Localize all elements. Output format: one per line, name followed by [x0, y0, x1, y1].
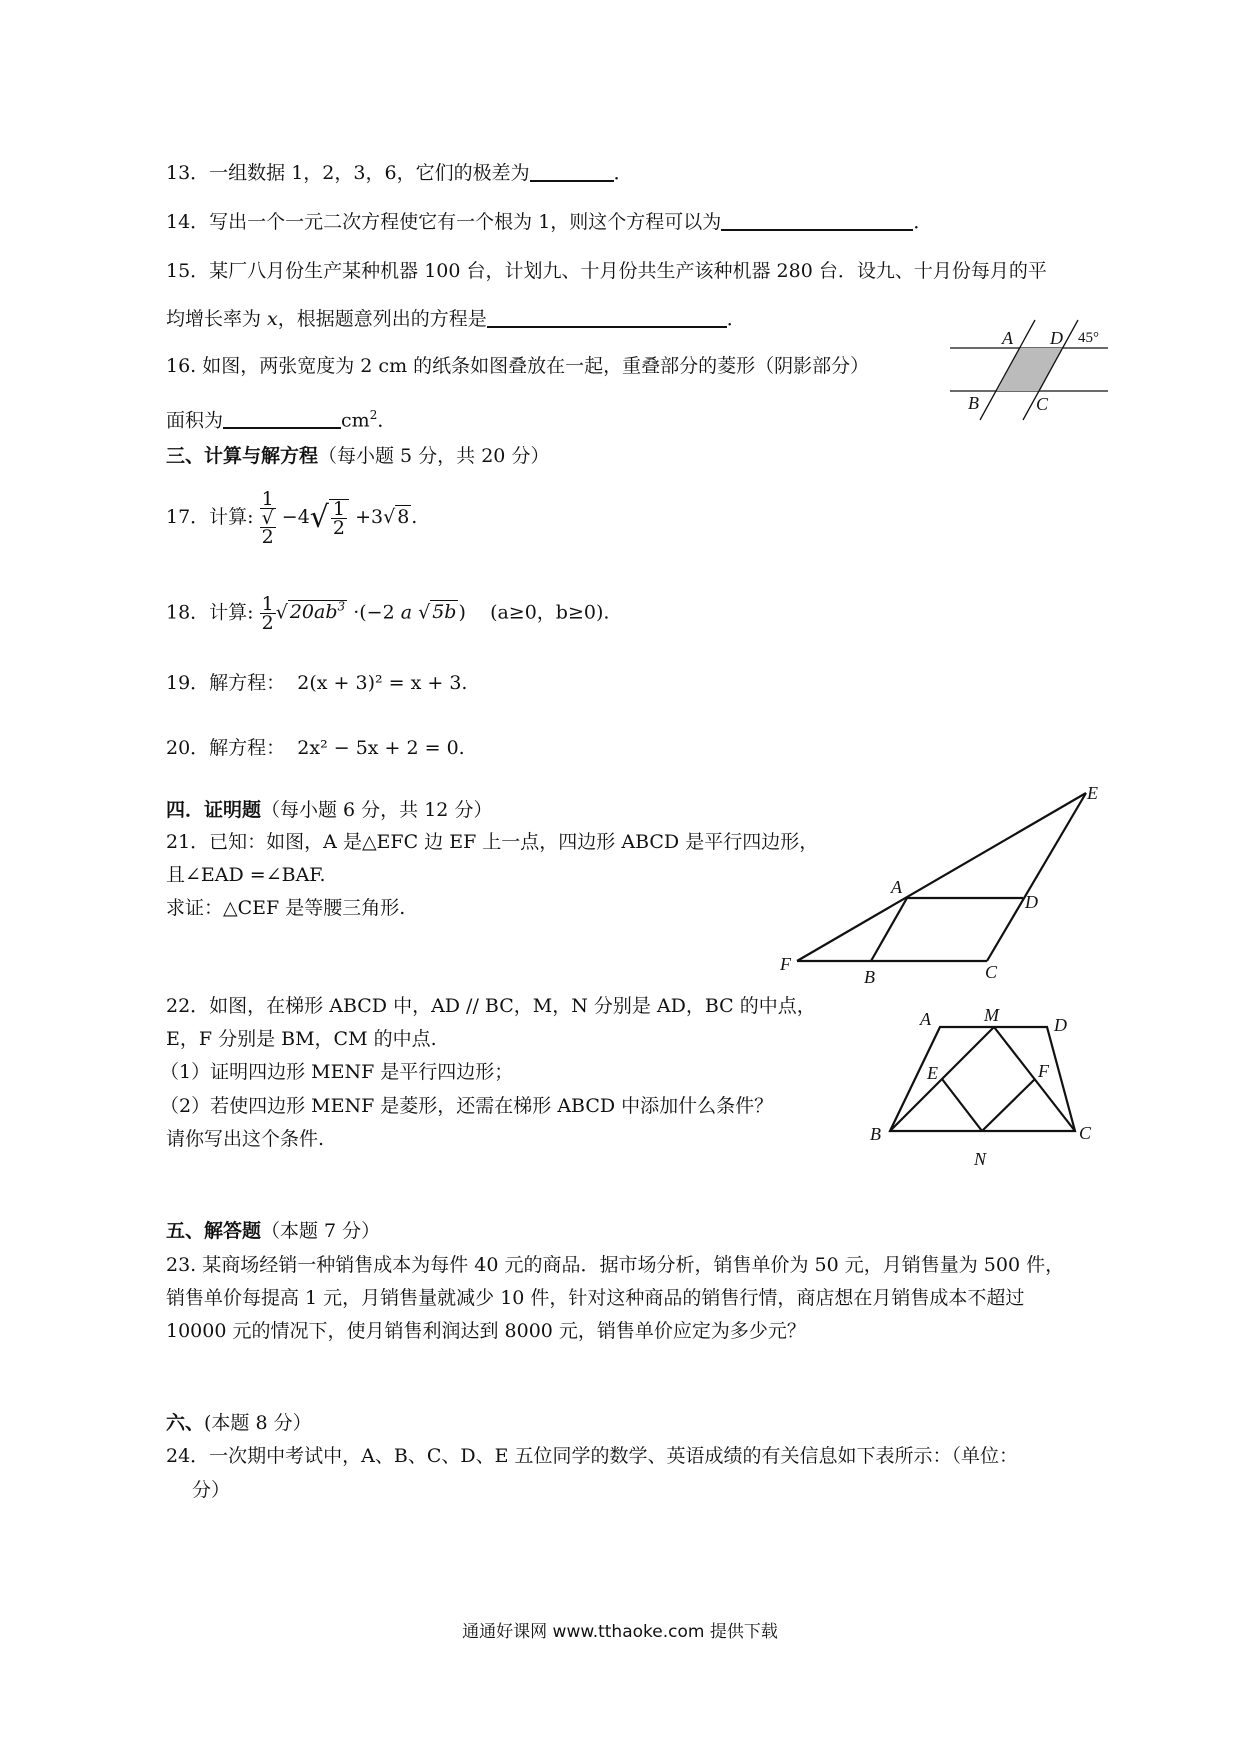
question-20: [166, 735, 465, 761]
question-22-text: 请你写出这个条件.: [166, 1128, 325, 1150]
section-note: (本题 8 分）: [204, 1412, 312, 1434]
radicand-1: [288, 600, 347, 623]
question-22-text: E，F 分别是 BM，CM 的中点.: [166, 1028, 437, 1050]
period: ．: [613, 162, 633, 184]
question-22-text: （2）若使四边形 MENF 是菱形，还需在梯形 ABCD 中添加什么条件？: [160, 1095, 774, 1117]
label-A: A: [920, 1009, 931, 1029]
question-20-prefix: 20．解方程：: [166, 737, 286, 759]
term: +3: [355, 506, 384, 528]
numerator: 1: [332, 498, 346, 520]
question-13-text: 13．一组数据 1，2，3，6，它们的极差为: [166, 162, 530, 184]
question-16-line2: [166, 402, 396, 433]
question-21-line2: [166, 862, 326, 888]
numerator: 1: [261, 592, 274, 615]
question-17-prefix: 17．计算:: [166, 506, 254, 528]
section-title: 三、计算与解方程: [166, 445, 319, 467]
question-21-text: 且∠EAD =∠BAF.: [166, 864, 326, 886]
period: ．: [726, 308, 746, 330]
question-13: [166, 160, 633, 186]
question-21-text: 求证：△CEF 是等腰三角形.: [166, 897, 406, 919]
label-B: B: [864, 967, 875, 987]
question-24-line1: [166, 1443, 1018, 1469]
label-D: D: [1054, 1015, 1067, 1035]
label-D: D: [1050, 328, 1063, 348]
section-4-heading: [166, 797, 492, 823]
exponent: 3: [337, 600, 346, 614]
question-24-text: 24．一次期中考试中，A、B、C、D、E 五位同学的数学、英语成绩的有关信息如下表所示：（单位：: [166, 1445, 1019, 1467]
section-note: （每小题 6 分，共 12 分）: [261, 799, 493, 821]
section-title: 五、解答题: [166, 1220, 262, 1242]
label-D: D: [1025, 892, 1038, 912]
question-23-text: 销售单价每提高 1 元，月销售量就减少 10 件，针对这种商品的销售行情，商店想在月销售成本不超过: [166, 1287, 1025, 1309]
question-21-text: 21．已知：如图，A 是△EFC 边 EF 上一点，四边形 ABCD 是平行四边形，: [166, 831, 819, 853]
triangle-parallelogram-figure: [780, 785, 1110, 985]
question-24-line2: [192, 1477, 230, 1503]
question-21-line1: [166, 829, 818, 855]
answer-blank: [530, 160, 614, 182]
text: ，根据题意列出的方程是: [277, 308, 487, 330]
unit: cm: [341, 409, 370, 432]
label-A: A: [891, 877, 902, 897]
label-E: E: [927, 1063, 938, 1083]
question-23-text: 23. 某商场经销一种销售成本为每件 40 元的商品．据市场分析，销售单价为 50 元，月销售量为 500 件，: [166, 1254, 1065, 1276]
question-23-text: 10000 元的情况下，使月销售利润达到 8000 元，销售单价应定为多少元？: [166, 1320, 806, 1342]
fraction-half: [329, 499, 349, 537]
strips-figure: [950, 320, 1110, 420]
question-15-line1: [166, 258, 1047, 284]
term: −4: [281, 506, 310, 528]
section-title: 四．证明题: [166, 799, 262, 821]
label-A: A: [1002, 328, 1013, 348]
term: ·(−2: [353, 601, 395, 624]
radical-sign: √: [309, 500, 329, 535]
unit-exponent: 2: [369, 408, 378, 422]
label-E: E: [1087, 783, 1098, 803]
section-6-heading: [166, 1410, 312, 1436]
question-23-line1: [166, 1252, 1064, 1278]
denominator: √ 2: [261, 507, 274, 548]
question-18-prefix: 18．计算:: [166, 601, 254, 624]
period: ．: [377, 409, 397, 432]
answer-blank: [487, 306, 727, 328]
question-16-line1: [166, 353, 869, 379]
question-19: [166, 670, 467, 696]
question-22-text: 22．如图，在梯形 ABCD 中，AD // BC，M，N 分别是 AD，BC 的中点，: [166, 995, 816, 1017]
answer-blank: [223, 407, 341, 429]
question-22-line1: [166, 993, 816, 1019]
section-3-heading: [166, 443, 549, 469]
section-note: （每小题 5 分，共 20 分）: [318, 445, 550, 467]
denominator: 2: [332, 517, 346, 539]
label-C: C: [1079, 1123, 1092, 1143]
label-F: F: [1038, 1061, 1049, 1081]
label-B: B: [870, 1124, 881, 1144]
condition: (a≥0，b≥0).: [490, 601, 610, 624]
text: 面积为: [166, 409, 224, 432]
question-14: [166, 209, 932, 235]
section-note: （本题 7 分）: [261, 1220, 381, 1242]
question-23-line3: [166, 1318, 806, 1344]
question-14-text: 14．写出一个一元二次方程使它有一个根为 1，则这个方程可以为: [166, 211, 722, 233]
label-F: F: [780, 954, 791, 974]
label-C: C: [1036, 394, 1049, 414]
radicand-2: 5b: [432, 601, 457, 624]
close-paren: ): [458, 601, 466, 624]
angle-label: 45°: [1078, 330, 1099, 346]
question-21-line3: [166, 895, 405, 921]
question-15-text: 15．某厂八月份生产某种机器 100 台，计划九、十月份共生产该种机器 280 台．设九、十月份每月的平: [166, 260, 1047, 282]
period: .: [411, 506, 418, 528]
radicand-text: 20ab: [289, 601, 338, 624]
question-17: 17．计算: 1 √ 2 −4√ $\frac{1}{2}$ +3√ 8 .: [166, 488, 418, 548]
radicand: 2: [261, 526, 274, 548]
text: 均增长率为: [166, 308, 268, 330]
section-title: 六、: [166, 1412, 205, 1434]
equation: 2(x + 3)² = x + 3.: [297, 672, 468, 694]
answer-blank: [721, 209, 913, 231]
question-19-prefix: 19．解方程：: [166, 672, 286, 694]
question-15-line2: [166, 306, 746, 332]
numerator: 1: [261, 488, 274, 510]
fraction-half: [260, 592, 276, 634]
label-C: C: [985, 962, 998, 982]
question-22-line4: [160, 1093, 773, 1119]
question-16-text: 16. 如图，两张宽度为 2 cm 的纸条如图叠放在一起，重叠部分的菱形（阴影部分）: [166, 355, 870, 377]
variable-x: x: [267, 308, 278, 330]
question-22-line2: [166, 1026, 437, 1052]
fraction-one-over-sqrt2: [260, 490, 276, 546]
question-23-line2: [166, 1285, 1024, 1311]
question-22-text: （1）证明四边形 MENF 是平行四边形；: [160, 1061, 514, 1083]
question-22-line3: [160, 1059, 513, 1085]
label-M: M: [984, 1005, 999, 1025]
denominator: 2: [261, 611, 274, 634]
period: ．: [913, 211, 933, 233]
question-24-text: 分）: [192, 1479, 231, 1501]
radicand: 8: [397, 506, 410, 528]
equation: 2x² − 5x + 2 = 0.: [297, 737, 465, 759]
page-footer: 通通好课网 www.tthaoke.com 提供下载: [462, 1622, 778, 1642]
trapezoid-figure: [870, 1005, 1100, 1175]
label-B: B: [968, 393, 979, 413]
question-18: 18．计算: $\frac{1}{2}$ √ $20ab^3 \cdot(-2$ a √ 5b ) (a≥0，b≥0).: [166, 592, 610, 634]
variable-a: a: [400, 601, 413, 624]
section-5-heading: [166, 1218, 380, 1244]
question-22-line5: [166, 1126, 324, 1152]
label-N: N: [974, 1149, 987, 1169]
